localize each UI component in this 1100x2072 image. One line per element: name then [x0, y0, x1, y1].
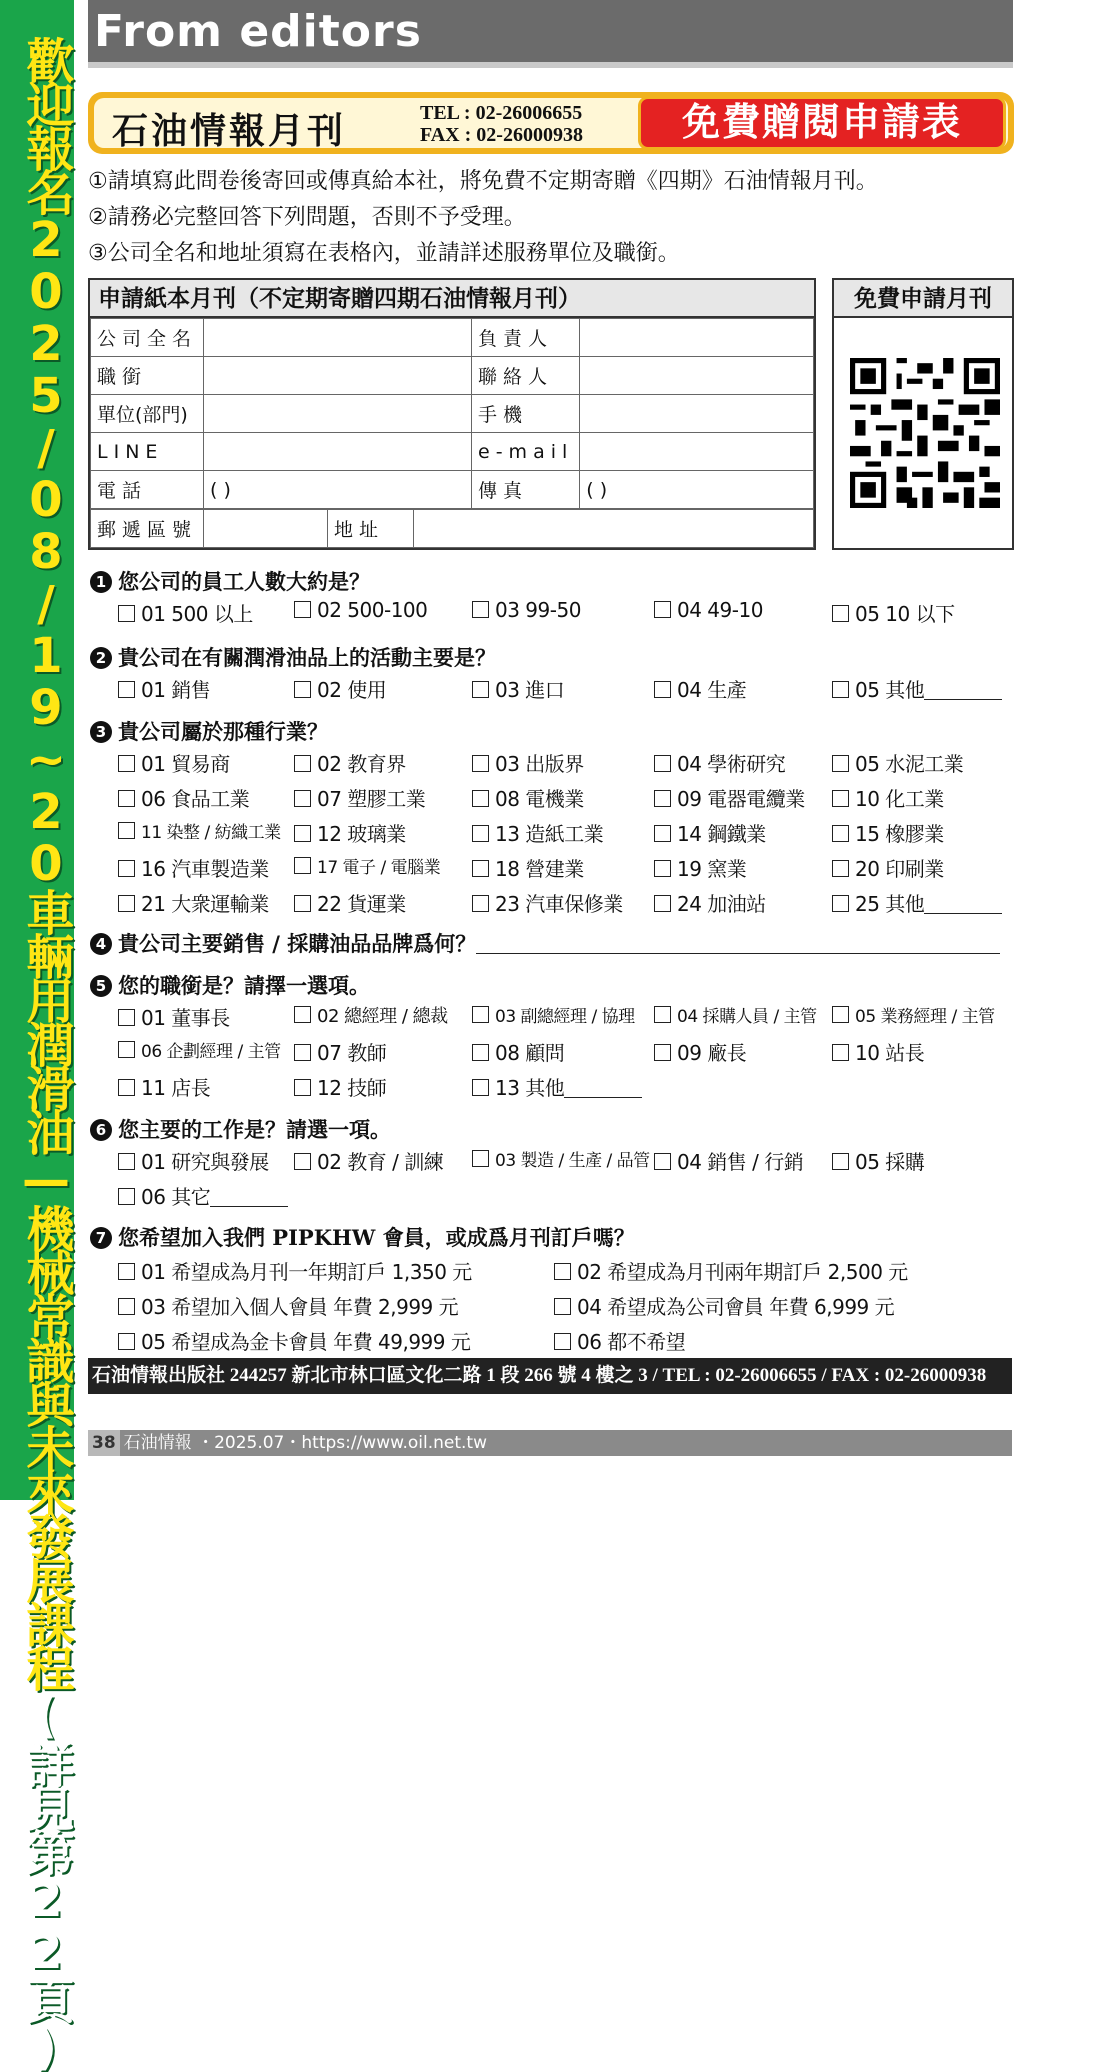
checkbox[interactable] — [118, 1263, 135, 1280]
q3-option-20[interactable] — [832, 853, 944, 882]
checkbox[interactable] — [294, 1079, 311, 1096]
checkbox[interactable] — [472, 755, 489, 772]
q5-option-label: 09 廠長 — [677, 1041, 747, 1065]
checkbox[interactable] — [832, 755, 849, 772]
checkbox[interactable] — [832, 790, 849, 807]
fax-label: 傳真 — [472, 471, 580, 509]
zip-label: 郵遞區號 — [91, 510, 204, 548]
q1-option-2[interactable] — [294, 598, 427, 622]
q6-option-label: 03 製造 / 生產 / 品管 — [495, 1151, 650, 1171]
checkbox[interactable] — [118, 1333, 135, 1350]
job-title-label: 職銜 — [91, 357, 204, 395]
checkbox[interactable] — [654, 601, 671, 618]
page-info: 石油情報 ・2025.07・https://www.oil.net.tw — [123, 1433, 487, 1453]
checkbox[interactable] — [118, 822, 135, 839]
q7-option-label: 05 希望成為金卡會員 年費 49,999 元 — [141, 1330, 471, 1354]
job-title-input[interactable] — [204, 357, 472, 395]
question-7-number: 7 — [90, 1227, 112, 1249]
checkbox[interactable] — [472, 1006, 489, 1023]
checkbox[interactable] — [832, 1044, 849, 1061]
q1-option-1-label: 01 500 以上 — [141, 602, 253, 626]
apply-badge: 免費贈閱申請表 — [638, 96, 1006, 150]
checkbox[interactable] — [832, 895, 849, 912]
q6-option-3[interactable] — [472, 1146, 650, 1171]
checkbox[interactable] — [472, 1044, 489, 1061]
q5-option-2[interactable] — [294, 1002, 448, 1028]
q3-option-11[interactable] — [118, 818, 281, 843]
sidebar-note: (詳見第22頁) — [18, 1688, 74, 2072]
q3-option-label: 08 電機業 — [495, 787, 584, 811]
question-4 — [90, 928, 1000, 958]
q1-option-4-label: 04 49-10 — [677, 598, 763, 622]
checkbox[interactable] — [294, 790, 311, 807]
q2-option-4[interactable] — [654, 674, 746, 703]
q3-option-label: 21 大衆運輸業 — [141, 892, 269, 916]
checkbox[interactable] — [118, 1188, 135, 1205]
q7-option-label: 04 希望成為公司會員 年費 6,999 元 — [577, 1295, 895, 1319]
checkbox[interactable] — [472, 681, 489, 698]
unit-label: 單位(部門) — [91, 395, 204, 433]
question-3 — [90, 716, 328, 746]
question-4-text: 貴公司主要銷售 / 採購油品品牌爲何？ — [118, 931, 477, 956]
q1-option-5[interactable] — [832, 598, 955, 627]
checkbox[interactable] — [472, 790, 489, 807]
q5-option-label: 06 企劃經理 / 主管 — [141, 1042, 281, 1062]
q3-option-label: 02 教育界 — [317, 752, 406, 776]
checkbox[interactable] — [654, 825, 671, 842]
checkbox[interactable] — [294, 857, 311, 874]
q3-option-label: 05 水泥工業 — [855, 752, 964, 776]
q5-option-10[interactable] — [832, 1037, 924, 1066]
form-table — [90, 318, 814, 509]
checkbox[interactable] — [294, 825, 311, 842]
q5-option-4[interactable] — [654, 1002, 817, 1027]
q3-option-label: 13 造紙工業 — [495, 822, 604, 846]
unit-input[interactable] — [204, 395, 472, 433]
checkbox[interactable] — [554, 1333, 571, 1350]
checkbox[interactable] — [654, 790, 671, 807]
question-7 — [90, 1222, 635, 1252]
q3-option-4[interactable] — [654, 748, 785, 777]
checkbox[interactable] — [832, 1006, 849, 1023]
q1-option-2-label: 02 500-100 — [317, 598, 428, 622]
q3-option-15[interactable] — [832, 818, 944, 847]
mobile-label: 手機 — [472, 395, 580, 433]
checkbox[interactable] — [654, 755, 671, 772]
q1-option-3[interactable] — [472, 598, 581, 622]
q3-option-label: 14 鋼鐵業 — [677, 822, 766, 846]
q5-option-label: 11 店長 — [141, 1076, 211, 1100]
publisher-footer: 石油情報出版社 244257 新北市林口區文化二路 1 段 266 號 4 樓之 3 / TEL : 02-26006655 / FAX : 02-26000938 — [88, 1358, 1012, 1394]
checkbox[interactable] — [118, 1041, 135, 1058]
q5-option-label: 12 技師 — [317, 1076, 387, 1100]
checkbox[interactable] — [472, 895, 489, 912]
checkbox[interactable] — [832, 605, 849, 622]
question-3-text: 貴公司屬於那種行業？ — [118, 719, 328, 744]
owner-input[interactable] — [580, 319, 814, 357]
checkbox[interactable] — [554, 1298, 571, 1315]
other-blank[interactable] — [924, 698, 1002, 700]
line-label: LINE — [91, 433, 204, 471]
line-input[interactable] — [204, 433, 472, 471]
phone-label: 電話 — [91, 471, 204, 509]
q3-option-label: 09 電器電纜業 — [677, 787, 805, 811]
page-strip — [88, 1430, 1012, 1456]
q2-option-1[interactable] — [118, 674, 210, 703]
brand-answer-line[interactable] — [476, 953, 1000, 954]
q5-option-label: 03 副總經理 / 協理 — [495, 1007, 635, 1027]
checkbox[interactable] — [118, 895, 135, 912]
q1-option-4[interactable] — [654, 598, 763, 622]
q5-option-5[interactable] — [832, 1002, 995, 1027]
sidebar-main-text: 歡迎報名2025/08/19~20車輛用潤滑油—機械常識與未來發展課程 — [18, 36, 74, 1688]
checkbox[interactable] — [118, 605, 135, 622]
question-6-text: 您主要的工作是？請選一項。 — [118, 1117, 391, 1142]
q7-option-label: 06 都不希望 — [577, 1330, 686, 1354]
q3-option-5[interactable] — [832, 748, 963, 777]
other-blank[interactable] — [924, 912, 1002, 914]
phone-input[interactable]: ( ) — [204, 471, 472, 509]
question-1-text: 您公司的員工人數大約是？ — [118, 569, 370, 594]
q6-option-5[interactable] — [832, 1146, 924, 1175]
page-title: From editors — [94, 6, 422, 57]
q5-option-label: 04 採購人員 / 主管 — [677, 1007, 817, 1027]
question-5 — [90, 970, 370, 1000]
q3-option-label: 24 加油站 — [677, 892, 766, 916]
checkbox[interactable] — [472, 860, 489, 877]
q2-option-1-label: 01 銷售 — [141, 678, 211, 702]
checkbox[interactable] — [118, 1079, 135, 1096]
q6-option-label: 06 其它 — [141, 1185, 211, 1209]
fax-number: FAX : 02-26000938 — [420, 124, 583, 146]
other-blank[interactable] — [210, 1205, 288, 1207]
checkbox[interactable] — [472, 825, 489, 842]
checkbox[interactable] — [654, 681, 671, 698]
page-number: 38 — [88, 1430, 120, 1456]
q2-option-2[interactable] — [294, 674, 386, 703]
q5-option-label: 01 董事長 — [141, 1006, 230, 1030]
q3-option-label: 10 化工業 — [855, 787, 944, 811]
checkbox[interactable] — [554, 1263, 571, 1280]
question-1-number: 1 — [90, 571, 112, 593]
q5-option-7[interactable] — [294, 1037, 386, 1066]
sidebar-banner — [0, 0, 74, 2072]
q3-option-22[interactable] — [294, 888, 406, 917]
q3-option-24[interactable] — [654, 888, 766, 917]
q3-option-label: 23 汽車保修業 — [495, 892, 623, 916]
tel-number: TEL : 02-26006655 — [420, 102, 583, 124]
address-label: 地址 — [328, 510, 414, 548]
company-input[interactable] — [204, 319, 472, 357]
q7-option-label: 01 希望成為月刊一年期訂戶 1,350 元 — [141, 1260, 472, 1284]
checkbox[interactable] — [832, 860, 849, 877]
q3-option-21[interactable] — [118, 888, 269, 917]
checkbox[interactable] — [118, 790, 135, 807]
instructions — [88, 164, 878, 272]
q3-option-18[interactable] — [472, 853, 584, 882]
q5-option-1[interactable] — [118, 1002, 230, 1031]
q3-option-label: 01 貿易商 — [141, 752, 230, 776]
sidebar-text — [4, 36, 74, 2072]
qr-title: 免費申請月刊 — [834, 280, 1012, 318]
email-label: e-mail — [472, 433, 580, 471]
instruction-3: ③公司全名和地址須寫在表格內，並請詳述服務單位及職銜。 — [88, 241, 680, 266]
checkbox[interactable] — [294, 755, 311, 772]
checkbox[interactable] — [472, 601, 489, 618]
q5-option-label: 02 總經理 / 總裁 — [317, 1006, 448, 1027]
q2-option-5-label: 05 其他 — [855, 678, 925, 702]
q3-option-label: 20 印刷業 — [855, 857, 944, 881]
q3-option-label: 19 窯業 — [677, 857, 747, 881]
checkbox[interactable] — [118, 1153, 135, 1170]
q5-option-label: 10 站長 — [855, 1041, 925, 1065]
q2-option-3-label: 03 進口 — [495, 678, 565, 702]
q3-option-19[interactable] — [654, 853, 746, 882]
q3-option-label: 11 染整 / 紡織工業 — [141, 823, 281, 843]
other-blank[interactable] — [564, 1096, 642, 1098]
checkbox[interactable] — [294, 1044, 311, 1061]
q5-option-13[interactable] — [472, 1072, 642, 1101]
q3-option-7[interactable] — [294, 783, 425, 812]
q5-option-12[interactable] — [294, 1072, 386, 1101]
q7-option-2[interactable] — [554, 1256, 908, 1285]
q2-option-2-label: 02 使用 — [317, 678, 387, 702]
q7-option-5[interactable] — [118, 1326, 470, 1355]
q3-option-13[interactable] — [472, 818, 603, 847]
question-6 — [90, 1114, 391, 1144]
q3-option-17[interactable] — [294, 853, 440, 878]
q5-option-9[interactable] — [654, 1037, 746, 1066]
q3-option-10[interactable] — [832, 783, 944, 812]
q7-option-3[interactable] — [118, 1291, 458, 1320]
question-5-number: 5 — [90, 975, 112, 997]
checkbox[interactable] — [832, 1153, 849, 1170]
q3-option-9[interactable] — [654, 783, 805, 812]
q3-option-3[interactable] — [472, 748, 584, 777]
q3-option-8[interactable] — [472, 783, 584, 812]
q3-option-6[interactable] — [118, 783, 249, 812]
company-label: 公司全名 — [91, 319, 204, 357]
q7-option-label: 03 希望加入個人會員 年費 2,999 元 — [141, 1295, 459, 1319]
q2-option-3[interactable] — [472, 674, 564, 703]
q5-option-11[interactable] — [118, 1072, 210, 1101]
q5-option-label: 05 業務經理 / 主管 — [855, 1007, 995, 1027]
q6-option-label: 01 研究與發展 — [141, 1150, 269, 1174]
checkbox[interactable] — [118, 755, 135, 772]
q3-option-label: 12 玻璃業 — [317, 822, 406, 846]
q3-option-16[interactable] — [118, 853, 269, 882]
address-input[interactable] — [414, 510, 814, 548]
zip-input[interactable] — [204, 510, 328, 548]
checkbox[interactable] — [294, 895, 311, 912]
checkbox[interactable] — [118, 1298, 135, 1315]
q3-option-2[interactable] — [294, 748, 406, 777]
question-7-text: 您希望加入我們 PIPKHW 會員，或成爲月刊訂戶嗎？ — [118, 1225, 635, 1250]
owner-label: 負責人 — [472, 319, 580, 357]
q5-option-label: 08 顧問 — [495, 1041, 565, 1065]
q3-option-23[interactable] — [472, 888, 623, 917]
question-2 — [90, 642, 496, 672]
form-banner — [88, 92, 1014, 154]
q3-option-25[interactable] — [832, 888, 1002, 917]
checkbox[interactable] — [654, 860, 671, 877]
q1-option-5-label: 05 10 以下 — [855, 602, 955, 626]
checkbox[interactable] — [654, 1006, 671, 1023]
question-3-number: 3 — [90, 721, 112, 743]
application-form — [88, 278, 816, 550]
q6-option-label: 02 教育 / 訓練 — [317, 1150, 444, 1174]
mobile-input[interactable] — [580, 395, 814, 433]
checkbox[interactable] — [832, 681, 849, 698]
form-title: 申請紙本月刊（不定期寄贈四期石油情報月刊） — [90, 280, 814, 318]
q6-option-2[interactable] — [294, 1146, 443, 1175]
q5-option-6[interactable] — [118, 1037, 281, 1062]
q3-option-label: 25 其他 — [855, 892, 925, 916]
qr-code-icon[interactable] — [850, 358, 1000, 508]
q3-option-label: 16 汽車製造業 — [141, 857, 269, 881]
q2-option-4-label: 04 生產 — [677, 678, 747, 702]
q6-option-4[interactable] — [654, 1146, 803, 1175]
q5-option-8[interactable] — [472, 1037, 564, 1066]
header-bar — [88, 0, 1013, 68]
checkbox[interactable] — [294, 601, 311, 618]
q6-option-label: 04 銷售 / 行銷 — [677, 1150, 804, 1174]
magazine-name: 石油情報月刊 — [112, 110, 347, 152]
instruction-2: ②請務必完整回答下列問題，否則不予受理。 — [88, 205, 526, 230]
q6-option-label: 05 採購 — [855, 1150, 925, 1174]
q6-option-1[interactable] — [118, 1146, 269, 1175]
q3-option-label: 07 塑膠工業 — [317, 787, 426, 811]
q6-option-6[interactable] — [118, 1181, 288, 1210]
checkbox[interactable] — [832, 825, 849, 842]
question-1 — [90, 566, 370, 596]
checkbox[interactable] — [294, 1006, 311, 1023]
q3-option-label: 15 橡膠業 — [855, 822, 944, 846]
question-4-number: 4 — [90, 933, 112, 955]
q3-option-label: 06 食品工業 — [141, 787, 250, 811]
q3-option-label: 04 學術研究 — [677, 752, 786, 776]
address-table — [90, 509, 814, 548]
checkbox[interactable] — [472, 1079, 489, 1096]
q1-option-3-label: 03 99-50 — [495, 598, 581, 622]
question-2-number: 2 — [90, 647, 112, 669]
qr-box — [832, 278, 1014, 550]
email-input[interactable] — [580, 433, 814, 471]
q1-option-1[interactable] — [118, 598, 253, 627]
checkbox[interactable] — [654, 1044, 671, 1061]
checkbox[interactable] — [118, 860, 135, 877]
q3-option-12[interactable] — [294, 818, 406, 847]
q3-option-14[interactable] — [654, 818, 766, 847]
q3-option-label: 22 貨運業 — [317, 892, 406, 916]
contact-input[interactable] — [580, 357, 814, 395]
q7-option-label: 02 希望成為月刊兩年期訂戶 2,500 元 — [577, 1260, 908, 1284]
q2-option-5[interactable] — [832, 674, 1002, 703]
q5-option-3[interactable] — [472, 1002, 635, 1027]
question-5-text: 您的職銜是？請擇一選項。 — [118, 973, 370, 998]
checkbox[interactable] — [472, 1150, 489, 1167]
fax-input[interactable]: ( ) — [580, 471, 814, 509]
contact-label: 聯絡人 — [472, 357, 580, 395]
q3-option-label: 03 出版界 — [495, 752, 584, 776]
q7-option-1[interactable] — [118, 1256, 472, 1285]
q5-option-label: 07 教師 — [317, 1041, 387, 1065]
contact-info — [420, 102, 583, 146]
q3-option-label: 18 營建業 — [495, 857, 584, 881]
question-6-number: 6 — [90, 1119, 112, 1141]
q7-option-4[interactable] — [554, 1291, 894, 1320]
q5-option-label: 13 其他 — [495, 1076, 565, 1100]
q3-option-1[interactable] — [118, 748, 230, 777]
checkbox[interactable] — [654, 1153, 671, 1170]
checkbox[interactable] — [118, 681, 135, 698]
checkbox[interactable] — [294, 1153, 311, 1170]
q7-option-6[interactable] — [554, 1326, 685, 1355]
q3-option-label: 17 電子 / 電腦業 — [317, 858, 441, 878]
banner-inner — [94, 98, 1008, 152]
question-2-text: 貴公司在有關潤滑油品上的活動主要是？ — [118, 645, 496, 670]
checkbox[interactable] — [118, 1009, 135, 1026]
checkbox[interactable] — [654, 895, 671, 912]
instruction-1: ①請填寫此問卷後寄回或傳真給本社，將免費不定期寄贈《四期》石油情報月刊。 — [88, 169, 878, 194]
checkbox[interactable] — [294, 681, 311, 698]
